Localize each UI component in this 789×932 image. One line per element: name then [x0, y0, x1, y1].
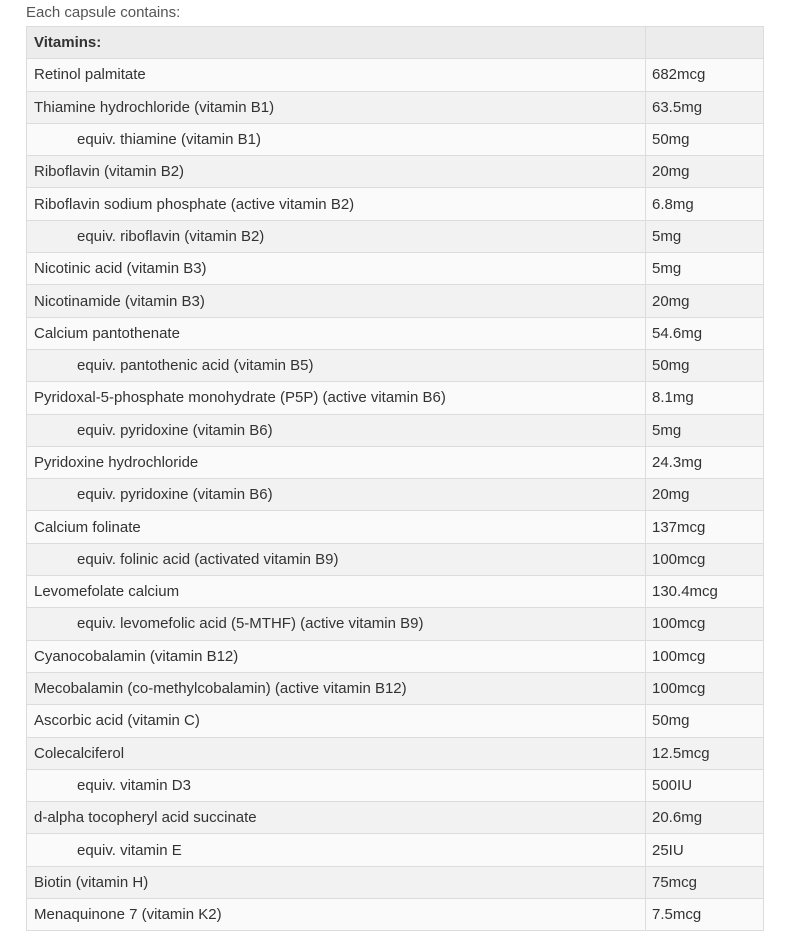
- ingredient-amount: 20mg: [646, 285, 764, 317]
- ingredient-amount: 8.1mg: [646, 382, 764, 414]
- table-row: [27, 317, 764, 349]
- ingredient-name: equiv. riboflavin (vitamin B2): [27, 220, 646, 252]
- table-header-row: [27, 27, 764, 59]
- ingredient-amount: 6.8mg: [646, 188, 764, 220]
- ingredient-amount: 63.5mg: [646, 91, 764, 123]
- ingredient-amount: 20mg: [646, 156, 764, 188]
- table-row: [27, 834, 764, 866]
- table-row: [27, 220, 764, 252]
- ingredient-amount: 50mg: [646, 349, 764, 381]
- table-row: [27, 608, 764, 640]
- ingredient-name: Thiamine hydrochloride (vitamin B1): [27, 91, 646, 123]
- ingredient-name: Menaquinone 7 (vitamin K2): [27, 899, 646, 931]
- table-row: [27, 156, 764, 188]
- table-row: [27, 769, 764, 801]
- ingredient-amount: 24.3mg: [646, 446, 764, 478]
- ingredient-amount: 5mg: [646, 253, 764, 285]
- section-heading-amount: [646, 27, 764, 59]
- ingredient-name: equiv. folinic acid (activated vitamin B9): [27, 543, 646, 575]
- ingredient-amount: 25IU: [646, 834, 764, 866]
- ingredient-name: Riboflavin (vitamin B2): [27, 156, 646, 188]
- ingredient-amount: 100mcg: [646, 672, 764, 704]
- table-row: [27, 705, 764, 737]
- table-row: [27, 576, 764, 608]
- ingredient-amount: 100mcg: [646, 543, 764, 575]
- table-row: [27, 511, 764, 543]
- ingredient-amount: 50mg: [646, 123, 764, 155]
- ingredient-amount: 12.5mcg: [646, 737, 764, 769]
- ingredients-table: [26, 26, 764, 931]
- intro-text: Each capsule contains:: [26, 4, 181, 21]
- table-row: [27, 640, 764, 672]
- ingredient-amount: 682mcg: [646, 59, 764, 91]
- ingredient-name: d-alpha tocopheryl acid succinate: [27, 802, 646, 834]
- ingredient-amount: 7.5mcg: [646, 899, 764, 931]
- ingredient-amount: 5mg: [646, 220, 764, 252]
- ingredients-table-body: [27, 27, 764, 931]
- table-row: [27, 349, 764, 381]
- ingredient-name: Calcium pantothenate: [27, 317, 646, 349]
- ingredient-name: Cyanocobalamin (vitamin B12): [27, 640, 646, 672]
- table-row: [27, 543, 764, 575]
- table-row: [27, 188, 764, 220]
- table-row: [27, 802, 764, 834]
- table-row: [27, 59, 764, 91]
- table-row: [27, 672, 764, 704]
- ingredient-name: Pyridoxal-5-phosphate monohydrate (P5P) (active vitamin B6): [27, 382, 646, 414]
- table-row: [27, 866, 764, 898]
- table-row: [27, 737, 764, 769]
- ingredient-name: equiv. thiamine (vitamin B1): [27, 123, 646, 155]
- ingredient-name: Retinol palmitate: [27, 59, 646, 91]
- ingredient-amount: 20mg: [646, 479, 764, 511]
- ingredient-name: Biotin (vitamin H): [27, 866, 646, 898]
- table-row: [27, 414, 764, 446]
- ingredient-amount: 100mcg: [646, 640, 764, 672]
- section-heading-vitamins: Vitamins:: [27, 27, 646, 59]
- ingredient-name: equiv. levomefolic acid (5-MTHF) (active vitamin B9): [27, 608, 646, 640]
- ingredient-name: equiv. vitamin D3: [27, 769, 646, 801]
- ingredient-name: equiv. vitamin E: [27, 834, 646, 866]
- table-row: [27, 91, 764, 123]
- ingredient-name: Levomefolate calcium: [27, 576, 646, 608]
- ingredient-amount: 5mg: [646, 414, 764, 446]
- ingredient-amount: 500IU: [646, 769, 764, 801]
- ingredient-amount: 100mcg: [646, 608, 764, 640]
- ingredient-name: Colecalciferol: [27, 737, 646, 769]
- ingredient-amount: 137mcg: [646, 511, 764, 543]
- table-row: [27, 253, 764, 285]
- ingredient-name: Riboflavin sodium phosphate (active vitamin B2): [27, 188, 646, 220]
- table-row: [27, 382, 764, 414]
- ingredient-amount: 50mg: [646, 705, 764, 737]
- ingredient-name: Pyridoxine hydrochloride: [27, 446, 646, 478]
- table-row: [27, 123, 764, 155]
- ingredient-amount: 130.4mcg: [646, 576, 764, 608]
- ingredient-name: Nicotinamide (vitamin B3): [27, 285, 646, 317]
- ingredient-name: equiv. pyridoxine (vitamin B6): [27, 479, 646, 511]
- table-row: [27, 446, 764, 478]
- ingredient-amount: 20.6mg: [646, 802, 764, 834]
- ingredient-name: Calcium folinate: [27, 511, 646, 543]
- table-row: [27, 899, 764, 931]
- ingredient-name: Ascorbic acid (vitamin C): [27, 705, 646, 737]
- ingredient-amount: 54.6mg: [646, 317, 764, 349]
- ingredient-amount: 75mcg: [646, 866, 764, 898]
- table-row: [27, 479, 764, 511]
- ingredient-name: equiv. pantothenic acid (vitamin B5): [27, 349, 646, 381]
- ingredient-name: Mecobalamin (co-methylcobalamin) (active vitamin B12): [27, 672, 646, 704]
- table-row: [27, 285, 764, 317]
- ingredient-name: equiv. pyridoxine (vitamin B6): [27, 414, 646, 446]
- ingredient-name: Nicotinic acid (vitamin B3): [27, 253, 646, 285]
